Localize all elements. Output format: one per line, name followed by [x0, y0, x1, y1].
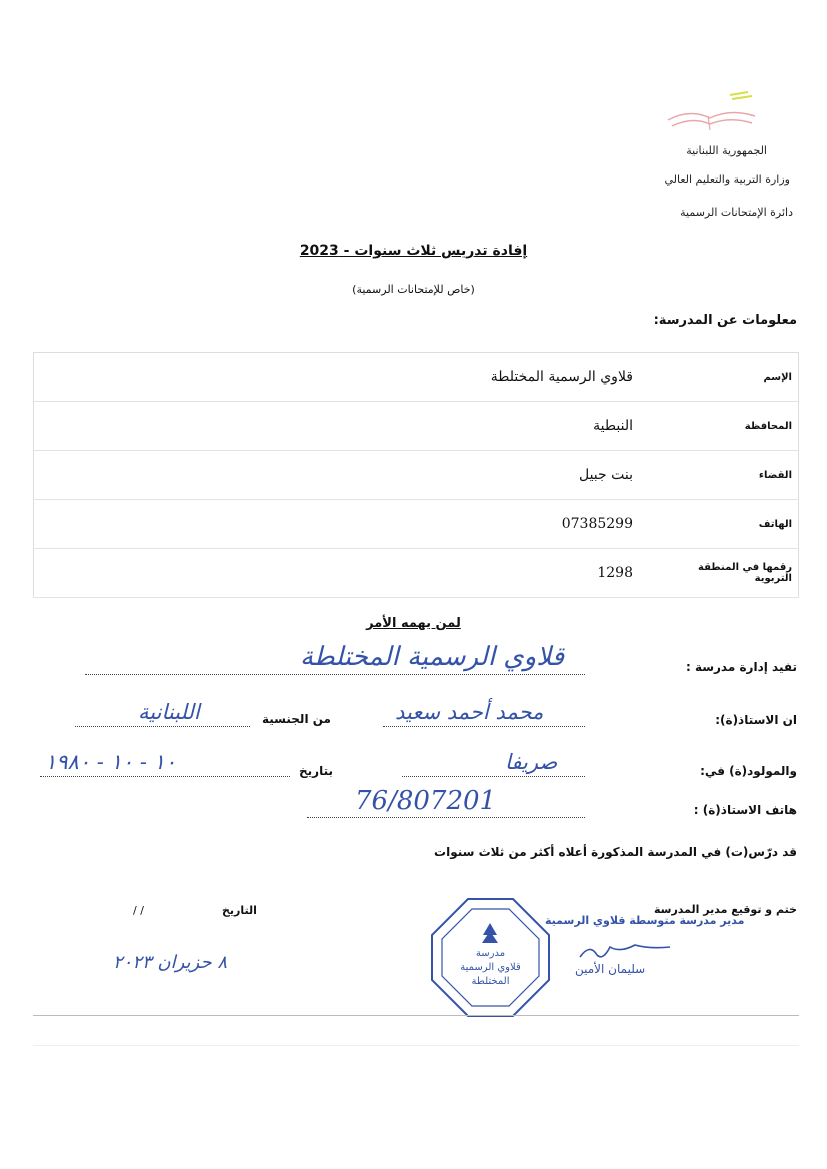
birthdate-dots: [40, 776, 290, 777]
school-info-heading: معلومات عن المدرسة:: [653, 313, 797, 328]
value-name: قلاوي الرسمية المختلطة: [34, 353, 662, 402]
label-district: القضاء: [661, 451, 799, 500]
birthplace-dots: [402, 776, 585, 777]
stamp-text-line1: مدرسة: [475, 948, 506, 959]
birthplace-label: والمولود(ة) في:: [700, 764, 797, 778]
director-name-stamp: سليمان الأمين: [575, 962, 646, 976]
teacher-phone-dots: [307, 817, 585, 818]
teacher-handwritten: محمد أحمد سعيد: [395, 700, 544, 724]
ministry-logo-icon: [660, 90, 760, 140]
nationality-handwritten: اللبنانية: [138, 700, 200, 724]
table-row: [34, 549, 799, 598]
value-edu-number: 1298: [34, 549, 662, 598]
concern-heading: لمن يهمه الأمر: [366, 616, 461, 631]
nationality-dots: [75, 726, 250, 727]
stamp-text-line3: المختلطة: [471, 976, 510, 987]
teacher-phone-label: هاتف الاستاذ(ة) :: [693, 803, 797, 817]
value-district: بنت جبيل: [34, 451, 662, 500]
school-info-table: [33, 352, 799, 598]
date-label: التاريخ: [222, 904, 257, 917]
table-row: [34, 402, 799, 451]
director-title-stamp: مدير مدرسة متوسطة قلاوي الرسمية: [545, 914, 745, 927]
label-governorate: المحافظة: [661, 402, 799, 451]
value-phone: 07385299: [34, 500, 662, 549]
table-row: [34, 353, 799, 402]
value-governorate: النبطية: [34, 402, 662, 451]
date-handwritten: ٨ حزيران ٢٠٢٣: [113, 952, 228, 973]
school-admin-label: تفيد إدارة مدرسة :: [685, 660, 797, 674]
teacher-phone-handwritten: 76/807201: [355, 786, 497, 816]
school-admin-handwritten: قلاوي الرسمية المختلطة: [300, 642, 565, 672]
table-row: [34, 500, 799, 549]
header-republic: الجمهورية اللبنانية: [686, 144, 767, 157]
footer-divider-light: [33, 1045, 799, 1046]
label-edu-number: رقمها في المنطقة التربوية: [661, 549, 799, 598]
page-title: إفادة تدريس ثلاث سنوات - 2023: [299, 243, 528, 259]
header-ministry: وزارة التربية والتعليم العالي: [664, 173, 790, 186]
nationality-label: من الجنسية: [262, 712, 331, 726]
header-department: دائرة الإمتحانات الرسمية: [680, 206, 793, 219]
director-signature-icon: [575, 935, 675, 965]
sign-label: ختم و توقيع مدير المدرسة: [653, 903, 797, 916]
teaching-statement: قد درّس(ت) في المدرسة المذكورة أعلاه أكثر من ثلاث سنوات: [434, 845, 797, 859]
school-admin-dots: [85, 674, 585, 675]
teacher-dots: [383, 726, 585, 727]
birthdate-label: بتاريخ: [299, 764, 333, 778]
footer-divider: [33, 1015, 799, 1016]
teacher-label: ان الاستاذ(ة):: [715, 713, 797, 727]
page-subtitle: (خاص للإمتحانات الرسمية): [352, 283, 475, 296]
date-blank: / /: [133, 904, 144, 917]
stamp-text-line2: قلاوي الرسمية: [460, 962, 521, 973]
birthdate-handwritten: ١٠ - ١٠ - ١٩٨٠: [45, 750, 177, 774]
label-phone: الهاتف: [661, 500, 799, 549]
birthplace-handwritten: صريفا: [505, 750, 558, 774]
table-row: [34, 451, 799, 500]
label-name: الإسم: [661, 353, 799, 402]
